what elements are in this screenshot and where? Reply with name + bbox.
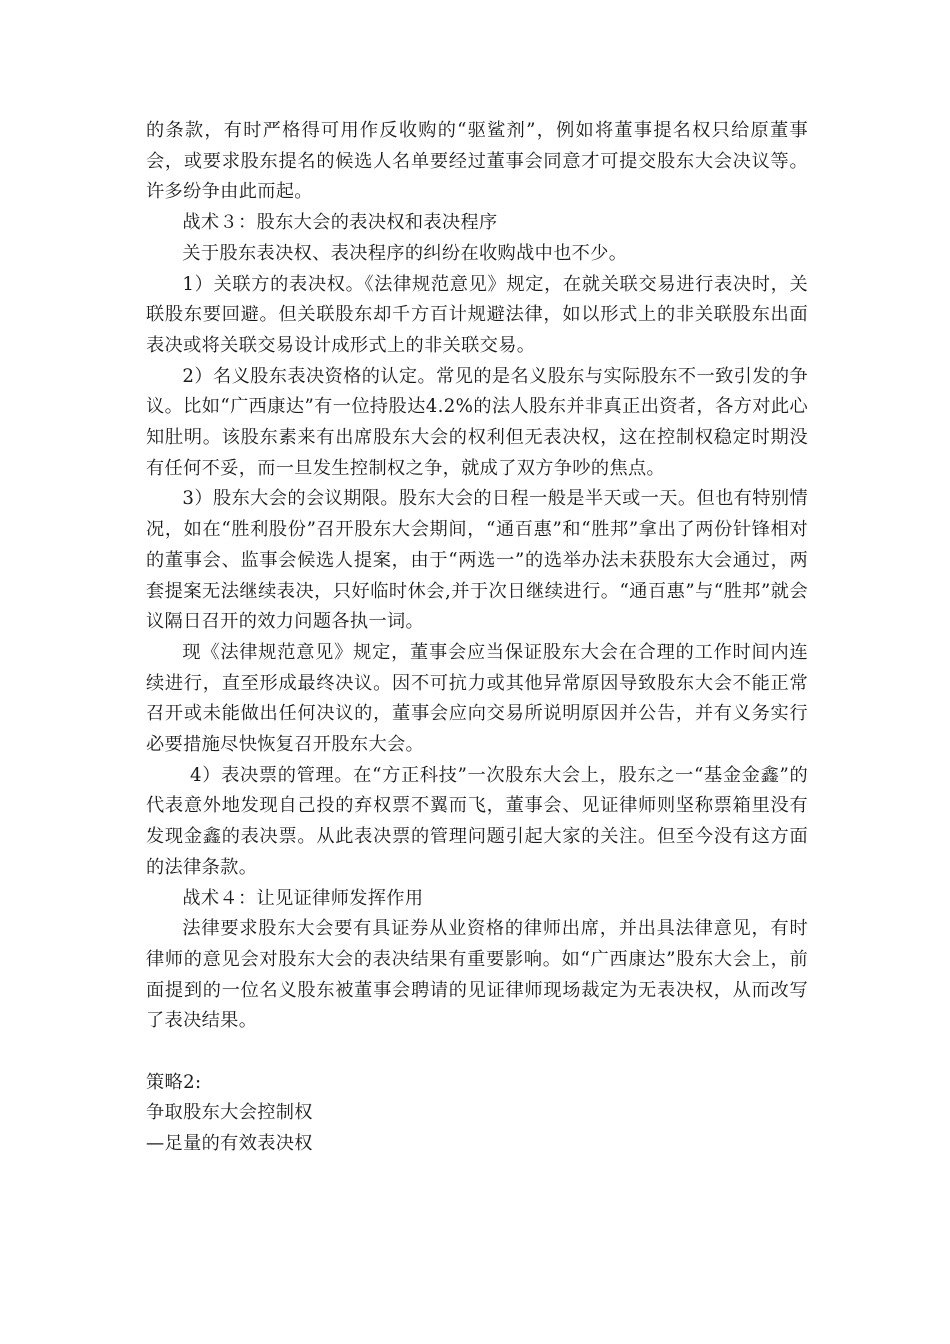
- paragraph-item-4: 4）表决票的管理。在“方正科技”一次股东大会上，股东之一“基金金鑫”的代表意外地发现自己投的弃权票不翼而飞，董事会、见证律师则坚称票箱里没有发现金鑫的表决票。从此表决票的管理问题引起大家的关注。但至今没有这方面的法律条款。: [146, 764, 808, 878]
- paragraph-lawyer: 法律要求股东大会要有具证券从业资格的律师出席，并出具法律意见，有时律师的意见会对股东大会的表决结果有重要影响。如“广西康达”股东大会上，前面提到的一位名义股东被董事会聘请的见证律师现场裁定为无表决权，从而改写了表决结果。: [146, 918, 808, 1032]
- strategy-title: 争取股东大会控制权: [146, 1102, 313, 1124]
- paragraph-item-2: 2）名义股东表决资格的认定。常见的是名义股东与实际股东不一致引发的争议。比如“广西康达”有一位持股达4.2%的法人股东并非真正出资者，各方对此心知肚明。该股东素来有出席股东大会的权利但无表决权，这在控制权稳定时期没有任何不妥，而一旦发生控制权之争，就成了双方争吵的焦点。: [146, 365, 808, 479]
- tactic-3-heading: 战术３：股东大会的表决权和表决程序: [182, 212, 498, 234]
- paragraph-item-1: 1）关联方的表决权。《法律规范意见》规定，在就关联交易进行表决时，关联股东要回避。但关联股东却千方百计规避法律，如以形式上的非关联股东出面表决或将关联交易设计成形式上的非关联交易。: [146, 273, 808, 356]
- paragraph-intro: 关于股东表决权、表决程序的纠纷在收购战中也不少。: [182, 242, 628, 264]
- paragraph-item-3: 3）股东大会的会议期限。股东大会的日程一般是半天或一天。但也有特别情况，如在“胜利股份”召开股东大会期间，“通百惠”和“胜邦”拿出了两份针锋相对的董事会、监事会候选人提案，由于“两选一”的选举办法未获股东大会通过，两套提案无法继续表决，只好临时休会,并于次日继续进行。“通百惠”与“胜邦”就会议隔日召开的效力问题各执一词。: [146, 488, 808, 633]
- strategy-label: 策略2:: [146, 1071, 202, 1093]
- spacer: [146, 1037, 808, 1068]
- paragraph-regulation: 现《法律规范意见》规定，董事会应当保证股东大会在合理的工作时间内连续进行，直至形成最终决议。因不可抗力或其他异常原因导致股东大会不能正常召开或未能做出任何决议的，董事会应向交易所说明原因并公告，并有义务实行必要措施尽快恢复召开股东大会。: [146, 641, 808, 756]
- strategy-subtitle: —足量的有效表决权: [146, 1133, 313, 1155]
- paragraph-continuation: 的条款，有时严格得可用作反收购的“驱鲨剂”，例如将董事提名权只给原董事会，或要求股东提名的候选人名单要经过董事会同意才可提交股东大会决议等。许多纷争由此而起。: [146, 120, 808, 203]
- tactic-4-heading: 战术４：让见证律师发挥作用: [182, 887, 424, 909]
- document-body: [146, 116, 808, 1160]
